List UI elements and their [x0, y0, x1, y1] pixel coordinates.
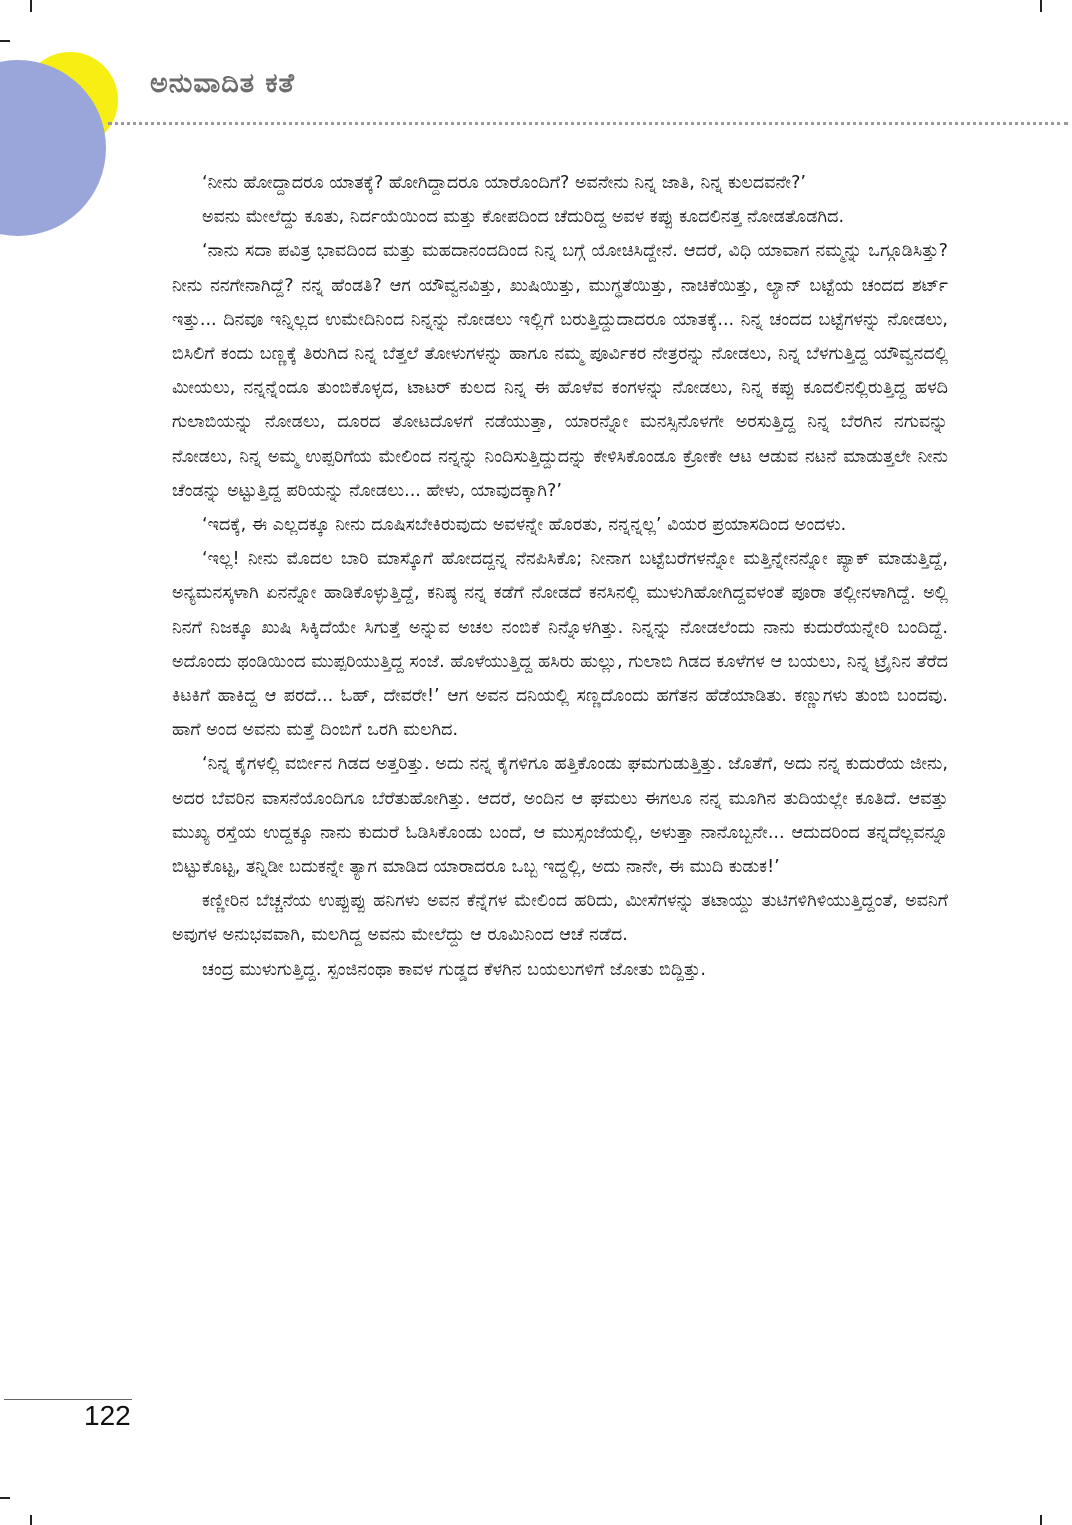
paragraph: ‘ನೀನು ಹೋದ್ದಾದರೂ ಯಾತಕ್ಕೆ? ಹೋಗಿದ್ದಾದರೂ ಯಾರೊಂದಿಗೆ? ಅವನೇನು ನಿನ್ನ ಜಾತಿ, ನಿನ್ನ ಕುಲದವನೇ?’ [202, 173, 807, 193]
paragraph: ‘ನಿನ್ನ ಕೈಗಳಲ್ಲಿ ವರ್ಬೀನ ಗಿಡದ ಅತ್ತರಿತ್ತು. ಅದು ನನ್ನ ಕೈಗಳಿಗೂ ಹತ್ತಿಕೊಂಡು ಘಮಗುಡುತ್ತಿತ್ತು. ಜೊತೆಗೆ, ಅದು ನನ್ನ ಕುದುರೆಯ ಜೀನು, ಅದರ ಬೆವರಿನ ವಾಸನೆಯೊಂದಿಗೂ ಬೆರೆತುಹೋಗಿತ್ತು. ಆದರೆ, ಅಂದಿನ ಆ ಘಮಲು ಈಗಲೂ ನನ್ನ ಮೂಗಿನ ತುದಿಯಲ್ಲೇ ಕೂತಿದೆ. ಆವತ್ತು ಮುಖ್ಯ ರಸ್ತೆಯ ಉದ್ದಕ್ಕೂ ನಾನು ಕುದುರೆ ಓಡಿಸಿಕೊಂಡು ಬಂದೆ, ಆ ಮುಸ್ಸಂಜೆಯಲ್ಲಿ, ಅಳುತ್ತಾ ನಾನೊಬ್ಬನೇ... ಆದುದರಿಂದ ತನ್ನದೆಲ್ಲವನ್ನೂ ಬಿಟ್ಟುಕೊಟ್ಟ, ತನ್ನಿಡೀ ಬದುಕನ್ನೇ ತ್ಯಾಗ ಮಾಡಿದ ಯಾರಾದರೂ ಒಬ್ಬ ಇದ್ದಲ್ಲಿ, ಅದು ನಾನೇ, ಈ ಮುದಿ ಕುಡುಕ!’ [172, 754, 948, 878]
crop-mark-left-upper [0, 40, 10, 42]
section-title: ಅನುವಾದಿತ ಕತೆ [150, 68, 295, 99]
header-dotted-divider [108, 122, 1068, 125]
crop-mark-left-lower [0, 1497, 10, 1499]
crop-mark-bottom-left [30, 1515, 32, 1525]
paragraph: ‘ನಾನು ಸದಾ ಪವಿತ್ರ ಭಾವದಿಂದ ಮತ್ತು ಮಹದಾನಂದದಿಂದ ನಿನ್ನ ಬಗ್ಗೆ ಯೋಚಿಸಿದ್ದೇನೆ. ಆದರೆ, ವಿಧಿ ಯಾವಾಗ ನಮ್ಮನ್ನು ಒಗ್ಗೂಡಿಸಿತ್ತು? ನೀನು ನನಗೇನಾಗಿದ್ದೆ? ನನ್ನ ಹೆಂಡತಿ? ಆಗ ಯೌವ್ವನವಿತ್ತು, ಖುಷಿಯಿತ್ತು, ಮುಗ್ಧತೆಯಿತ್ತು, ನಾಚಿಕೆಯಿತ್ತು, ಲ್ಯಾನ್ ಬಟ್ಟೆಯ ಚಂದದ ಶರ್ಟ್ ಇತ್ತು... ದಿನವೂ ಇನ್ನಿಲ್ಲದ ಉಮೇದಿನಿಂದ ನಿನ್ನನ್ನು ನೋಡಲು ಇಲ್ಲಿಗೆ ಬರುತ್ತಿದ್ದುದಾದರೂ ಯಾತಕ್ಕೆ... ನಿನ್ನ ಚಂದದ ಬಟ್ಟೆಗಳನ್ನು ನೋಡಲು, ಬಿಸಿಲಿಗೆ ಕಂದು ಬಣ್ಣಕ್ಕೆ ತಿರುಗಿದ ನಿನ್ನ ಬೆತ್ತಲೆ ತೋಳುಗಳನ್ನು ಹಾಗೂ ನಮ್ಮ ಪೂರ್ವಿಕರ ನೇತ್ರರನ್ನು ನೋಡಲು, ನಿನ್ನ ಬೆಳಗುತ್ತಿದ್ದ ಯೌವ್ವನದಲ್ಲಿ ಮೀಯಲು, ನನ್ನನ್ನೆಂದೂ ತುಂಬಿಕೊಳ್ಳದ, ಟಾಟರ್ ಕುಲದ ನಿನ್ನ ಈ ಹೊಳೆವ ಕಂಗಳನ್ನು ನೋಡಲು, ನಿನ್ನ ಕಪ್ಪು ಕೂದಲಿನಲ್ಲಿರುತ್ತಿದ್ದ ಹಳದಿ ಗುಲಾಬಿಯನ್ನು ನೋಡಲು, ದೂರದ ತೋಟದೊಳಗೆ ನಡೆಯುತ್ತಾ, ಯಾರನ್ನೋ ಮನಸ್ಸಿನೊಳಗೇ ಅರಸುತ್ತಿದ್ದ ನಿನ್ನ ಬೆರಗಿನ ನಗುವನ್ನು ನೋಡಲು, ನಿನ್ನ ಅಮ್ಮ ಉಪ್ಪರಿಗೆಯ ಮೇಲಿಂದ ನನ್ನನ್ನು ನಿಂದಿಸುತ್ತಿದ್ದುದನ್ನು ಕೇಳಿಸಿಕೊಂಡೂ ಕ್ರೋಕೇ ಆಟ ಆಡುವ ನಟನೆ ಮಾಡುತ್ತಲೇ ನೀನು ಚೆಂಡನ್ನು ಅಟ್ಟುತ್ತಿದ್ದ ಪರಿಯನ್ನು ನೋಡಲು... ಹೇಳು, ಯಾವುದಕ್ಕಾಗಿ?’ [172, 241, 948, 501]
paragraph: ಚಂದ್ರ ಮುಳುಗುತ್ತಿದ್ದ. ಸ್ಪಂಜಿನಂಥಾ ಕಾವಳ ಗುಡ್ಡದ ಕೆಳಗಿನ ಬಯಲುಗಳಿಗೆ ಜೋತು ಬಿದ್ದಿತ್ತು. [202, 959, 706, 980]
crop-mark-top-right [1040, 0, 1042, 12]
story-body [172, 166, 948, 987]
paragraph: ಅವನು ಮೇಲೆದ್ದು ಕೂತು, ನಿರ್ದಯೆಯಿಂದ ಮತ್ತು ಕೋಪದಿಂದ ಚೆದುರಿದ್ದ ಅವಳ ಕಪ್ಪು ಕೂದಲಿನತ್ತ ನೋಡತೊಡಗಿದ. [202, 207, 845, 228]
crop-mark-bottom-right [1040, 1515, 1042, 1525]
paragraph: ‘ಇಲ್ಲ! ನೀನು ಮೊದಲ ಬಾರಿ ಮಾಸ್ಕೊಗೆ ಹೋದದ್ದನ್ನ ನೆನಪಿಸಿಕೊ; ನೀನಾಗ ಬಟ್ಟೆಬರೆಗಳನ್ನೋ ಮತ್ತಿನ್ನೇನನ್ನೋ ಪ್ಯಾಕ್ ಮಾಡುತ್ತಿದ್ದೆ, ಅನ್ಯಮನಸ್ಕಳಾಗಿ ಏನನ್ನೋ ಹಾಡಿಕೊಳ್ಳುತ್ತಿದ್ದೆ, ಕನಿಷ್ಠ ನನ್ನ ಕಡೆಗೆ ನೋಡದೆ ಕನಸಿನಲ್ಲಿ ಮುಳುಗಿಹೋಗಿದ್ದವಳಂತೆ ಪೂರಾ ತಲ್ಲೀನಳಾಗಿದ್ದೆ. ಅಲ್ಲಿ ನಿನಗೆ ನಿಜಕ್ಕೂ ಖುಷಿ ಸಿಕ್ಕಿದೆಯೇ ಸಿಗುತ್ತೆ ಅನ್ನುವ ಅಚಲ ನಂಬಿಕೆ ನಿನ್ನೊಳಗಿತ್ತು. ನಿನ್ನನ್ನು ನೋಡಲೆಂದು ನಾನು ಕುದುರೆಯನ್ನೇರಿ ಬಂದಿದ್ದೆ. ಅದೊಂದು ಥಂಡಿಯಿಂದ ಮುಪ್ಪರಿಯುತ್ತಿದ್ದ ಸಂಜೆ. ಹೊಳೆಯುತ್ತಿದ್ದ ಹಸಿರು ಹುಲ್ಲು, ಗುಲಾಬಿ ಗಿಡದ ಕೂಳೆಗಳ ಆ ಬಯಲು, ನಿನ್ನ ಟ್ರೈನಿನ ತೆರೆದ ಕಿಟಕಿಗೆ ಹಾಕಿದ್ದ ಆ ಪರದೆ... ಓಹ್, ದೇವರೇ!’ ಆಗ ಅವನ ದನಿಯಲ್ಲಿ ಸಣ್ಣದೊಂದು ಹಗೆತನ ಹೆಡೆಯಾಡಿತು. ಕಣ್ಣುಗಳು ತುಂಬಿ ಬಂದವು. ಹಾಗೆ ಅಂದ ಅವನು ಮತ್ತೆ ದಿಂಬಿಗೆ ಒರಗಿ ಮಲಗಿದ. [172, 549, 948, 741]
paragraph: ಕಣ್ಣೀರಿನ ಬೆಚ್ಚನೆಯ ಉಪ್ಪುಪ್ಪು ಹನಿಗಳು ಅವನ ಕೆನ್ನೆಗಳ ಮೇಲಿಂದ ಹರಿದು, ಮೀಸೆಗಳನ್ನು ತಟಾಯ್ದು ತುಟಿಗಳಿಗಿಳಿಯುತ್ತಿದ್ದಂತೆ, ಅವನಿಗೆ ಅವುಗಳ ಅನುಭವವಾಗಿ, ಮಲಗಿದ್ದ ಅವನು ಮೇಲೆದ್ದು ಆ ರೂಮಿನಿಂದ ಆಚೆ ನಡೆದ. [172, 891, 948, 946]
page-number: 122 [84, 1400, 131, 1431]
crop-mark-top-left [30, 0, 32, 12]
paragraph: ‘ಇದಕ್ಕೆ, ಈ ಎಲ್ಲದಕ್ಕೂ ನೀನು ದೂಷಿಸಬೇಕಿರುವುದು ಅವಳನ್ನೇ ಹೊರತು, ನನ್ನನ್ನಲ್ಲ’ ವಿಯರ ಪ್ರಯಾಸದಿಂದ ಅಂದಳು. [202, 515, 847, 536]
